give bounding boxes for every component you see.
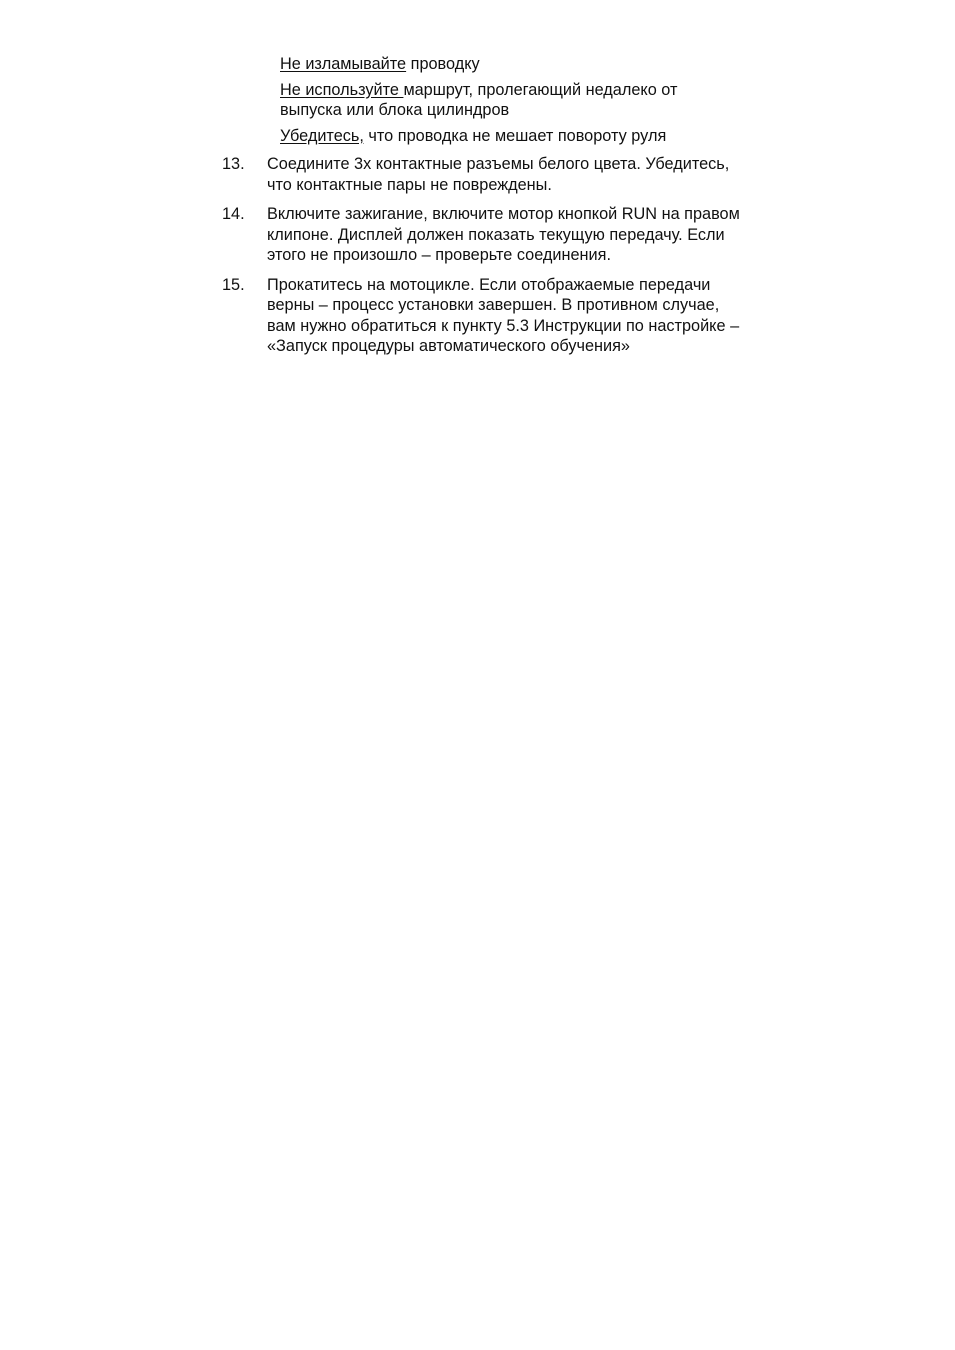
list-item [222, 154, 742, 195]
step-number: 14. [222, 205, 245, 223]
installation-steps-list [222, 154, 742, 366]
step-number: 15. [222, 275, 245, 294]
step-number: 13. [222, 155, 245, 173]
wiring-note [280, 126, 740, 147]
step-text: Соедините 3х контактные разъемы белого цвета. Убедитесь, что контактные пары не повреждены. [267, 155, 730, 194]
wiring-note-emphasis: Убедитесь, [280, 126, 364, 145]
wiring-note [280, 80, 740, 121]
wiring-note [280, 54, 740, 75]
wiring-notes-list [280, 54, 740, 151]
wiring-note-emphasis: Не изламывайте [280, 55, 407, 73]
list-item [222, 204, 742, 266]
wiring-note-text: маршрут, пролегающий недалеко от выпуска или блока цилиндров [280, 80, 678, 119]
step-text: Прокатитесь на мотоцикле. Если отображаемые передачи верны – процесс установки завершен. В противном случае, вам нужно обратиться к пункту 5.3 Инструкции по настройке – «Запуск процедуры автоматического обучения» [267, 275, 740, 355]
wiring-note-text: проводку [406, 55, 480, 73]
list-item [222, 275, 742, 357]
wiring-note-text: что проводка не мешает повороту руля [363, 126, 667, 145]
wiring-note-emphasis: Не используйте [280, 80, 404, 99]
step-text: Включите зажигание, включите мотор кнопкой RUN на правом клипоне. Дисплей должен показать текущую передачу. Если этого не произошло – проверьте соединения. [267, 205, 740, 264]
